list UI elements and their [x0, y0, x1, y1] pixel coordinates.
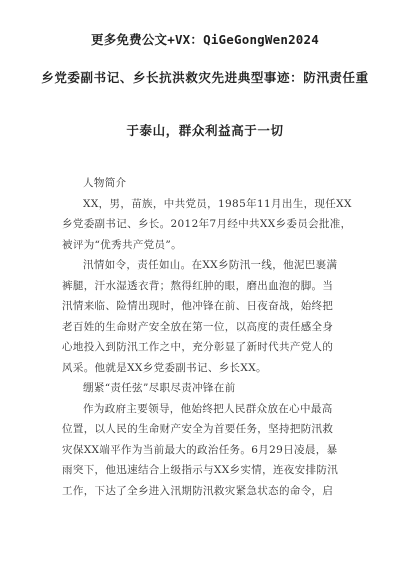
document-body: [62, 173, 352, 501]
body-line: 风采。他就是XX乡党委副书记、乡长XX。: [62, 361, 267, 374]
document-title-line-2: 于泰山，群众利益高于一切: [126, 123, 284, 138]
watermark-text: 更多免费公文+VX：QiGeGongWen2024: [91, 32, 319, 47]
body-line: 老百姓的生命财产安全放在第一位，以高度的责任感全身: [62, 320, 334, 333]
body-line: 灾保XX端平作为当前最大的政治任务。6月29日凌晨，暴: [62, 443, 338, 456]
body-line: 心地投入到防汛工作之中，充分彰显了新时代共产党人的: [62, 341, 334, 353]
body-line: 裤腿，汗水湿透衣背；熬得红肿的眼，磨出血泡的脚。当: [62, 279, 334, 292]
body-line: 乡党委副书记、乡长。2012年7月经中共XX乡委员会批准，: [62, 218, 352, 230]
body-line: 汛情如令，责任如山。在XX乡防汛一线，他泥巴裹满: [83, 259, 338, 271]
body-line: 工作，下达了全乡进入汛期防汛救灾紧急状态的命令，启: [62, 484, 334, 497]
body-line: 汛情来临、险情出现时，他冲锋在前、日夜奋战，始终把: [62, 300, 334, 312]
document-title-line-1: 乡党委副书记、乡长抗洪救灾先进典型事迹：防汛责任重: [41, 70, 369, 85]
body-line: 雨突下，他迅速结合上级指示与XX乡实情，连夜安排防汛: [62, 464, 339, 476]
body-line: 作为政府主要领导，他始终把人民群众放在心中最高: [83, 402, 333, 415]
body-line: 被评为“优秀共产党员”。: [62, 238, 182, 251]
section-heading-responsibility: 绷紧“责任弦”尽职尽责冲锋在前: [83, 382, 236, 394]
body-line: XX，男，苗族，中共党员，1985年11月出生，现任XX: [83, 197, 352, 210]
body-line: 位置，以人民的生命财产安全为首要任务，坚持把防汛救: [62, 423, 334, 435]
section-heading-profile: 人物简介: [83, 177, 127, 189]
